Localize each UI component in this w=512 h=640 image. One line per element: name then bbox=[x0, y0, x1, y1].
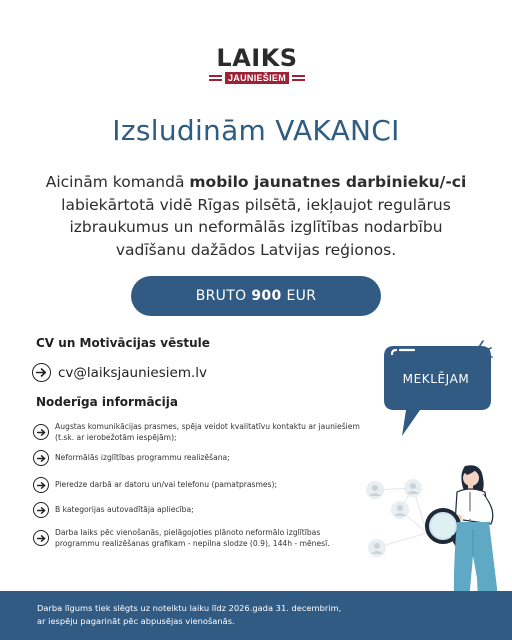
list-item-text: Pieredze darbā ar datoru un/vai telefonu (pamatprasmes); bbox=[55, 480, 278, 489]
page-title: Izsludinām VAKANCI bbox=[112, 114, 400, 147]
list-item bbox=[33, 421, 363, 443]
cv-heading: CV un Motivācijas vēstule bbox=[36, 336, 210, 350]
footer-line-2: ar iespēju pagarināt pēc abpusējas vienošanās. bbox=[37, 616, 235, 626]
info-heading: Noderīga informācija bbox=[36, 395, 178, 409]
list-item bbox=[33, 450, 363, 466]
footer-line-1: Darba līgums tiek slēgts uz noteiktu laiku līdz 2026.gada 31. decembrim, bbox=[37, 603, 342, 613]
list-item bbox=[33, 477, 363, 493]
arrow-right-circle-icon bbox=[33, 530, 49, 546]
list-item-text: B kategorijas autovadītāja apliecība; bbox=[55, 505, 194, 514]
list-item-text: Darba laiks pēc vienošanās, pielāgojoties plānoto neformālo izglītības programmu realizēšanas grafikam - nepilna slodze (0.9), 144h - mēnesī. bbox=[55, 528, 330, 548]
arrow-right-circle-icon bbox=[32, 363, 51, 382]
salary-badge bbox=[131, 276, 381, 316]
intro-paragraph bbox=[40, 171, 472, 261]
arrow-right-circle-icon bbox=[33, 477, 49, 493]
logo-sub-row bbox=[209, 72, 305, 84]
intro-text-start: Aicinām komandā bbox=[45, 173, 190, 191]
list-item bbox=[33, 502, 363, 518]
email-link[interactable]: cv@laiksjauniesiem.lv bbox=[58, 364, 208, 381]
list-item-text: Augstas komunikācijas prasmes, spēja veidot kvalitatīvu kontaktu ar jauniešiem (t.sk. ar ierobežotām iespējām); bbox=[55, 422, 360, 442]
flag-bar-left bbox=[209, 75, 222, 81]
intro-job-title: mobilo jaunatnes darbinieku/-ci bbox=[189, 173, 467, 191]
logo-main-text: LAIKS bbox=[216, 44, 298, 72]
list-item bbox=[33, 527, 348, 549]
logo-sub-text: JAUNIEŠIEM bbox=[225, 72, 289, 84]
footer-text bbox=[37, 602, 397, 628]
intro-text-end: labiekārtotā vidē Rīgas pilsētā, iekļaujot regulārus izbraukumus un neformālās izglītības nodarbību vadīšanu dažādos Latvijas reģionos. bbox=[61, 195, 451, 259]
flag-bar-right bbox=[292, 75, 305, 81]
arrow-right-circle-icon bbox=[33, 424, 49, 440]
speech-bubble-icon bbox=[380, 340, 495, 440]
bubble-label: MEKLĒJAM bbox=[402, 372, 470, 386]
logo bbox=[209, 46, 305, 84]
salary-currency: EUR bbox=[286, 288, 317, 304]
email-row[interactable] bbox=[32, 363, 207, 382]
arrow-right-circle-icon bbox=[33, 502, 49, 518]
list-item-text: Neformālās izglītības programmu realizēšana; bbox=[55, 453, 230, 462]
salary-prefix: BRUTO bbox=[195, 288, 247, 304]
arrow-right-circle-icon bbox=[33, 450, 49, 466]
salary-amount: 900 bbox=[251, 288, 282, 304]
